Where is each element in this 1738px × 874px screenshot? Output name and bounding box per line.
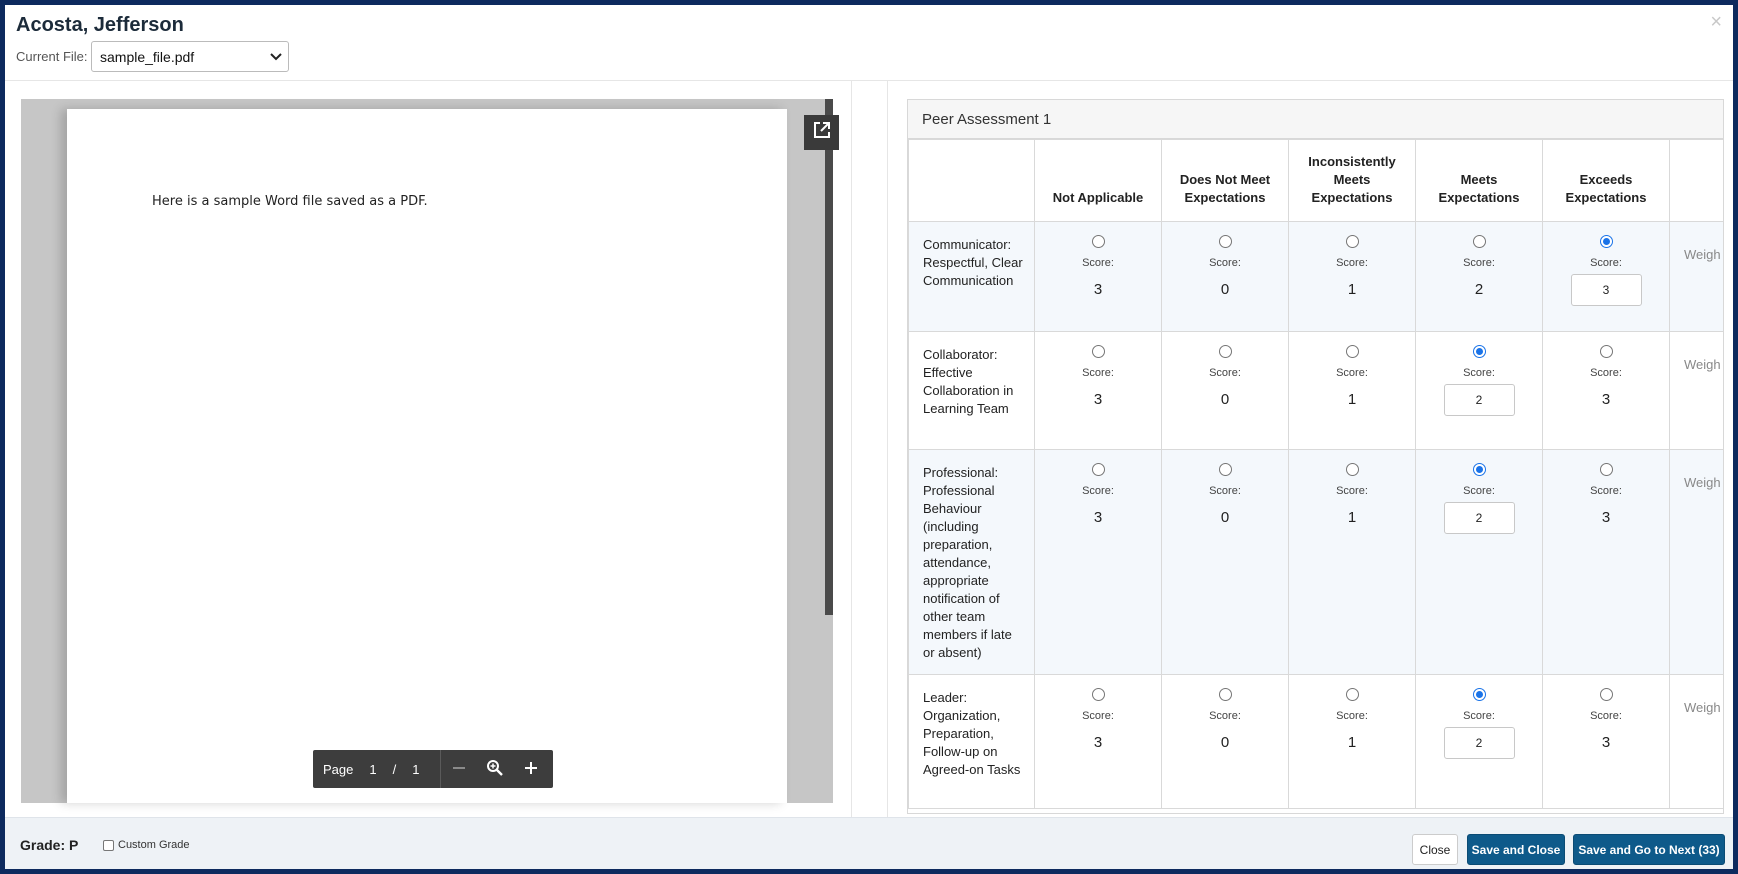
score-value: 0 xyxy=(1220,734,1230,751)
score-label: Score: xyxy=(1082,485,1114,497)
weight-label: Weigh xyxy=(1670,222,1725,332)
pane-divider-edge xyxy=(887,81,888,817)
rubric-row xyxy=(909,450,1725,675)
score-value: 1 xyxy=(1347,509,1357,526)
rubric-level-radio[interactable] xyxy=(1473,345,1486,358)
weight-label: Weigh xyxy=(1670,675,1725,809)
rubric-level-radio[interactable] xyxy=(1092,688,1105,701)
score-label: Score: xyxy=(1590,710,1622,722)
zoom-out-button[interactable] xyxy=(441,750,477,788)
score-label: Score: xyxy=(1463,485,1495,497)
rubric-level-radio[interactable] xyxy=(1092,463,1105,476)
open-external-button[interactable] xyxy=(804,115,839,150)
score-label: Score: xyxy=(1336,257,1368,269)
rubric-criterion: Professional: Professional Behaviour (including preparation, attendance, appropriate notification of other team members if late or absent) xyxy=(909,450,1035,675)
rubric-header-weight xyxy=(1670,140,1725,222)
open-external-icon xyxy=(813,121,831,144)
rubric-level-radio[interactable] xyxy=(1219,463,1232,476)
score-label: Score: xyxy=(1209,257,1241,269)
rubric-level-radio[interactable] xyxy=(1219,688,1232,701)
score-label: Score: xyxy=(1463,710,1495,722)
score-label: Score: xyxy=(1336,485,1368,497)
grade-label: Grade: P xyxy=(20,837,79,853)
rubric-level-cell[interactable] xyxy=(1416,675,1543,809)
rubric-level-radio[interactable] xyxy=(1219,235,1232,248)
rubric-level-cell[interactable] xyxy=(1543,332,1670,450)
score-label: Score: xyxy=(1590,485,1622,497)
score-input[interactable]: 2 xyxy=(1444,727,1515,759)
pdf-viewer xyxy=(21,99,833,803)
rubric-level-cell[interactable] xyxy=(1543,450,1670,675)
total-pages: 1 xyxy=(412,761,420,777)
rubric-level-cell[interactable] xyxy=(1289,675,1416,809)
save-and-close-button[interactable]: Save and Close xyxy=(1467,834,1565,865)
rubric-header-level: Inconsistently Meets Expectations xyxy=(1289,140,1416,222)
score-label: Score: xyxy=(1209,367,1241,379)
rubric-level-radio[interactable] xyxy=(1600,235,1613,248)
rubric-level-radio[interactable] xyxy=(1219,345,1232,358)
rubric-level-cell[interactable] xyxy=(1035,332,1162,450)
rubric-level-radio[interactable] xyxy=(1600,688,1613,701)
rubric-criterion: Communicator: Respectful, Clear Communication xyxy=(909,222,1035,332)
student-name: Acosta, Jefferson xyxy=(16,14,184,36)
rubric-panel xyxy=(907,99,1724,814)
score-value: 0 xyxy=(1220,281,1230,298)
rubric-table xyxy=(908,139,1724,809)
score-label: Score: xyxy=(1463,367,1495,379)
score-value: 1 xyxy=(1347,391,1357,408)
rubric-row xyxy=(909,675,1725,809)
score-label: Score: xyxy=(1590,367,1622,379)
score-value: 0 xyxy=(1220,509,1230,526)
rubric-level-radio[interactable] xyxy=(1473,688,1486,701)
custom-grade-toggle[interactable] xyxy=(103,839,190,851)
zoom-in-icon xyxy=(523,760,539,779)
rubric-level-radio[interactable] xyxy=(1473,235,1486,248)
rubric-title: Peer Assessment 1 xyxy=(908,100,1723,139)
score-label: Score: xyxy=(1082,257,1114,269)
score-value: 1 xyxy=(1347,734,1357,751)
rubric-level-radio[interactable] xyxy=(1346,688,1359,701)
weight-label: Weigh xyxy=(1670,450,1725,675)
rubric-header-criterion xyxy=(909,140,1035,222)
custom-grade-label: Custom Grade xyxy=(118,839,190,851)
rubric-level-radio[interactable] xyxy=(1473,463,1486,476)
close-icon[interactable]: × xyxy=(1710,11,1722,33)
rubric-level-radio[interactable] xyxy=(1346,235,1359,248)
score-label: Score: xyxy=(1082,710,1114,722)
rubric-criterion: Collaborator: Effective Collaboration in Learning Team xyxy=(909,332,1035,450)
pdf-page xyxy=(67,109,787,803)
rubric-level-radio[interactable] xyxy=(1600,463,1613,476)
score-input[interactable]: 2 xyxy=(1444,502,1515,534)
rubric-level-cell[interactable] xyxy=(1162,675,1289,809)
weight-label: Weigh xyxy=(1670,332,1725,450)
current-page[interactable]: 1 xyxy=(369,761,377,777)
rubric-level-cell[interactable] xyxy=(1543,675,1670,809)
rubric-level-cell[interactable] xyxy=(1289,222,1416,332)
zoom-out-icon xyxy=(451,760,467,779)
score-input[interactable]: 2 xyxy=(1444,384,1515,416)
score-label: Score: xyxy=(1590,257,1622,269)
rubric-level-radio[interactable] xyxy=(1346,463,1359,476)
score-label: Score: xyxy=(1209,710,1241,722)
rubric-level-radio[interactable] xyxy=(1092,345,1105,358)
pdf-toolbar xyxy=(313,750,553,788)
score-value: 3 xyxy=(1093,734,1103,751)
current-file-label: Current File: xyxy=(16,49,88,64)
score-label: Score: xyxy=(1336,367,1368,379)
current-file-select[interactable] xyxy=(91,41,289,72)
close-button[interactable]: Close xyxy=(1412,834,1458,865)
grading-modal xyxy=(5,5,1733,869)
score-value: 2 xyxy=(1474,281,1484,298)
rubric-row xyxy=(909,222,1725,332)
rubric-row xyxy=(909,332,1725,450)
rubric-criterion: Leader: Organization, Preparation, Follow-up on Agreed-on Tasks xyxy=(909,675,1035,809)
rubric-level-cell[interactable] xyxy=(1289,332,1416,450)
zoom-search-icon xyxy=(486,759,504,780)
save-and-next-button[interactable]: Save and Go to Next (33) xyxy=(1573,834,1725,865)
rubric-level-cell[interactable] xyxy=(1162,450,1289,675)
pane-divider[interactable] xyxy=(851,81,852,817)
rubric-level-cell[interactable] xyxy=(1416,450,1543,675)
score-label: Score: xyxy=(1209,485,1241,497)
score-input[interactable]: 3 xyxy=(1571,274,1642,306)
rubric-level-radio[interactable] xyxy=(1346,345,1359,358)
rubric-level-cell[interactable] xyxy=(1416,332,1543,450)
rubric-level-cell[interactable] xyxy=(1035,675,1162,809)
score-value: 3 xyxy=(1093,391,1103,408)
score-value: 3 xyxy=(1601,509,1611,526)
rubric-level-radio[interactable] xyxy=(1600,345,1613,358)
rubric-level-cell[interactable] xyxy=(1162,222,1289,332)
viewer-scrollbar-thumb[interactable] xyxy=(825,99,833,615)
current-file-value: sample_file.pdf xyxy=(100,48,195,65)
modal-footer xyxy=(5,817,1733,869)
score-value: 1 xyxy=(1347,281,1357,298)
score-value: 0 xyxy=(1220,391,1230,408)
custom-grade-checkbox[interactable] xyxy=(103,840,114,851)
rubric-level-cell[interactable] xyxy=(1289,450,1416,675)
score-value: 3 xyxy=(1093,509,1103,526)
chevron-down-icon xyxy=(270,50,282,64)
rubric-header-row xyxy=(909,140,1725,222)
page-label: Page xyxy=(323,761,354,777)
rubric-header-level: Not Applicable xyxy=(1035,140,1162,222)
zoom-search-button[interactable] xyxy=(477,750,513,788)
rubric-level-cell[interactable] xyxy=(1035,450,1162,675)
score-label: Score: xyxy=(1336,710,1368,722)
rubric-header-level: Meets Expectations xyxy=(1416,140,1543,222)
rubric-level-cell[interactable] xyxy=(1035,222,1162,332)
score-value: 3 xyxy=(1601,734,1611,751)
score-value: 3 xyxy=(1093,281,1103,298)
page-separator: / xyxy=(392,761,397,777)
modal-header xyxy=(5,5,1733,81)
score-label: Score: xyxy=(1463,257,1495,269)
rubric-level-radio[interactable] xyxy=(1092,235,1105,248)
rubric-level-cell[interactable] xyxy=(1162,332,1289,450)
page-indicator xyxy=(313,750,441,788)
pdf-text: Here is a sample Word file saved as a PDF. xyxy=(152,194,428,209)
rubric-header-level: Does Not Meet Expectations xyxy=(1162,140,1289,222)
rubric-level-cell[interactable] xyxy=(1416,222,1543,332)
rubric-header-level: Exceeds Expectations xyxy=(1543,140,1670,222)
score-label: Score: xyxy=(1082,367,1114,379)
rubric-level-cell[interactable] xyxy=(1543,222,1670,332)
zoom-in-button[interactable] xyxy=(513,750,549,788)
score-value: 3 xyxy=(1601,391,1611,408)
